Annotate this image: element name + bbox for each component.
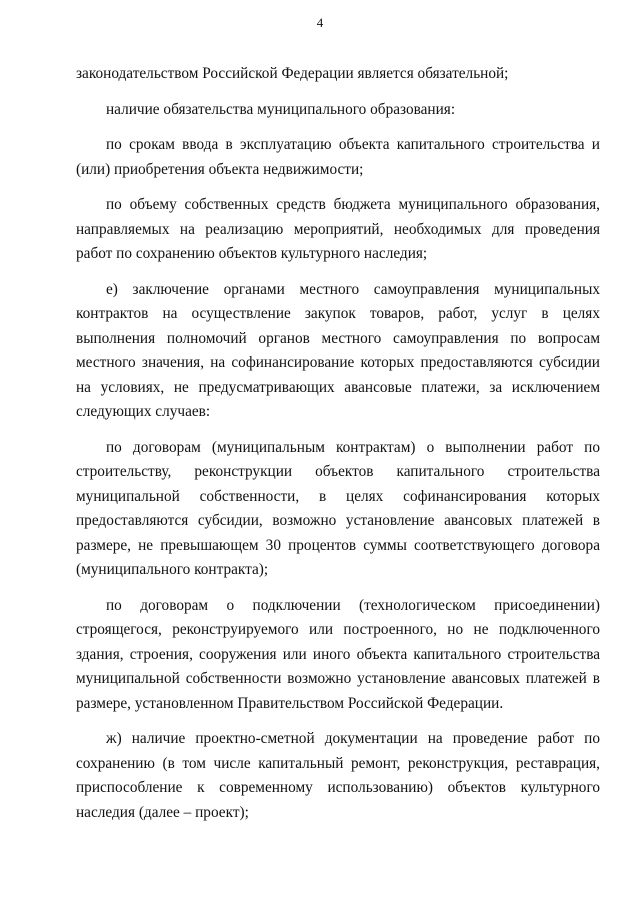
paragraph-own-funds: по объему собственных средств бюджета муниципального образования, направляемых на реализацию мероприятий, необходимых для проведения работ по сохранению объектов культурного наследия; <box>76 196 600 262</box>
paragraph-connection-contracts: по договорам о подключении (технологическом присоединении) строящегося, реконструируемого или построенного, но не подключенного здания, строения, сооружения или иного объекта капитального строительства муниципальной собственности возможно установление авансовых платежей в размере, установленном Правительством Российской Федерации. <box>76 596 600 712</box>
document-body <box>76 62 600 836</box>
paragraph-commissioning-terms: по срокам ввода в эксплуатацию объекта капитального строительства и (или) приобретения объекта недвижимости; <box>76 136 600 178</box>
paragraph-obligation: наличие обязательства муниципального образования: <box>106 100 456 118</box>
paragraph-item-zh: ж) наличие проектно-сметной документации на проведение работ по сохранению (в том числе капитальный ремонт, реконструкция, реставрация, приспособление к современному использованию) объектов культурного наследия (далее – проект); <box>76 730 600 821</box>
paragraph-construction-contracts: по договорам (муниципальным контрактам) о выполнении работ по строительству, реконструкции объектов капитального строительства муниципальной собственности, в целях софинансирования которых предоставляются субсидии, возможно установление авансовых платежей в размере, не превышающем 30 процентов суммы соответствующего договора (муниципального контракта); <box>76 438 600 578</box>
page-number: 4 <box>316 15 324 30</box>
paragraph-item-e: е) заключение органами местного самоуправления муниципальных контрактов на осуществление закупок товаров, работ, услуг в целях выполнения полномочий органов местного самоуправления по вопросам местного значения, на софинансирование которых предоставляются субсидии на условиях, не предусматривающих авансовые платежи, за исключением следующих случаев: <box>76 280 600 420</box>
paragraph-continuation: законодательством Российской Федерации является обязательной; <box>76 65 509 82</box>
